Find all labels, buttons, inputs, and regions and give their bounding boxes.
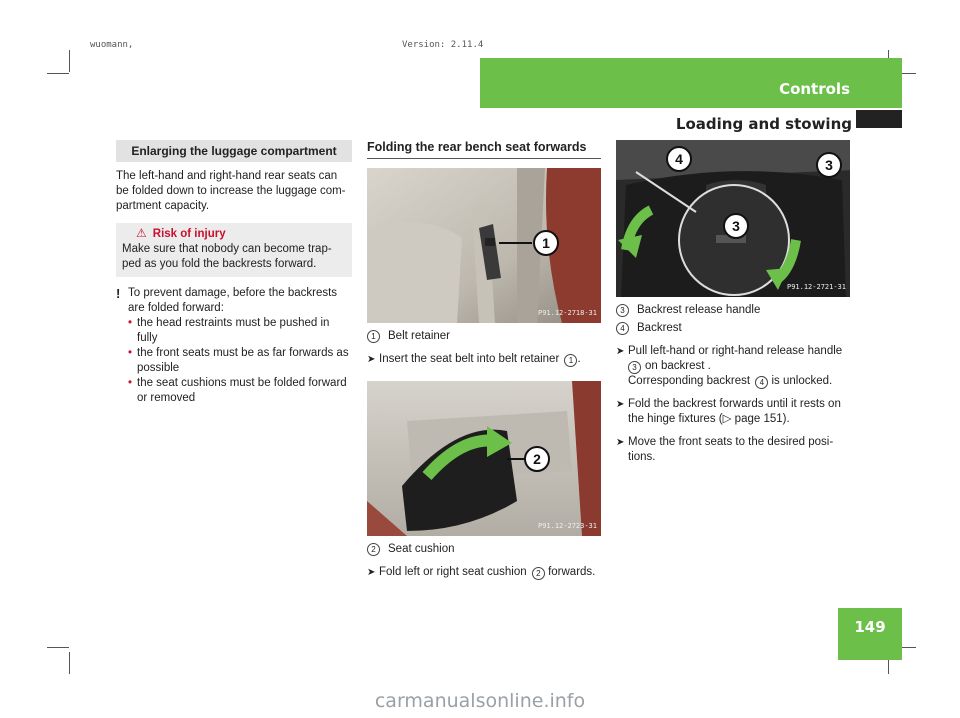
legend-label: Seat cushion xyxy=(388,543,455,555)
ref-number: 4 xyxy=(755,376,768,389)
seat-cushion-photo xyxy=(367,381,601,536)
crop-mark xyxy=(47,647,69,648)
column-left xyxy=(116,140,352,406)
instruction-text: is unlocked. xyxy=(771,375,833,387)
section-heading: Folding the rear bench seat forwards xyxy=(367,140,601,159)
column-right xyxy=(616,140,852,465)
belt-retainer-photo xyxy=(367,168,601,323)
step-arrow-icon: ➤ xyxy=(616,437,625,448)
callout-1: 1 xyxy=(533,230,559,256)
instruction xyxy=(616,435,852,465)
instruction xyxy=(616,344,852,389)
instruction-text: . xyxy=(577,353,581,365)
crop-mark xyxy=(69,50,70,72)
legend-number: 3 xyxy=(616,304,629,317)
list-item: • the head restraints must be pushed in fully xyxy=(128,316,352,346)
list-item-text: the seat cushions must be folded forward or removed xyxy=(137,377,347,404)
instruction xyxy=(367,352,601,367)
callout-2: 2 xyxy=(524,446,550,472)
list-item-text: the head restraints must be pushed in fully xyxy=(137,317,330,344)
warning-triangle-icon: ⚠ xyxy=(136,226,147,240)
instruction-text: Fold the backrest forwards until it rests on the hinge fixtures ( xyxy=(628,398,841,425)
callout-3: 3 xyxy=(723,213,749,239)
legend-item xyxy=(367,329,601,344)
watermark: carmanualsonline.info xyxy=(374,690,586,712)
callout-4: 4 xyxy=(666,146,692,172)
section-title: Controls xyxy=(779,80,850,98)
column-middle xyxy=(367,140,601,580)
header-left-text: wuomann, xyxy=(90,40,134,50)
page-number-box xyxy=(838,608,902,660)
instruction-text: Insert the seat belt into belt retainer xyxy=(379,353,560,365)
instruction-text: Pull left-hand or right-hand release handle xyxy=(628,345,843,357)
instruction xyxy=(616,397,852,427)
warning-text: Make sure that nobody can become trap-ped as you fold the backrests forward. xyxy=(122,243,332,270)
legend-label: Belt retainer xyxy=(388,330,451,342)
step-arrow-icon: ➤ xyxy=(616,399,625,410)
ref-number: 2 xyxy=(532,567,545,580)
instruction-text: Fold left or right seat cushion xyxy=(379,566,527,578)
section-bar xyxy=(480,58,902,108)
ref-number: 3 xyxy=(628,361,641,374)
list-item: • the front seats must be as far forwards as possible xyxy=(128,346,352,376)
callout-3: 3 xyxy=(816,152,842,178)
instruction-text: Move the front seats to the desired posi-tions. xyxy=(628,436,834,463)
header-right-text: Version: 2.11.4 xyxy=(402,40,484,50)
legend-number: 2 xyxy=(367,543,380,556)
page-number: 149 xyxy=(854,618,886,636)
instruction-text: forwards. xyxy=(548,566,596,578)
exclamation-icon: ! xyxy=(116,286,121,301)
step-arrow-icon: ➤ xyxy=(367,354,376,365)
photo-id: P91.12-2721-31 xyxy=(786,283,846,291)
legend-label: Backrest xyxy=(637,322,682,334)
warning-title: Risk of injury xyxy=(152,228,226,240)
page-reference[interactable]: page 151). xyxy=(734,413,790,425)
crop-mark xyxy=(47,73,69,74)
section-heading: Enlarging the luggage compartment xyxy=(116,140,352,162)
page-ref-arrow-icon: ▷ xyxy=(722,413,732,425)
instruction xyxy=(367,565,601,580)
legend-number: 4 xyxy=(616,322,629,335)
photo-id: P91.12-2718-31 xyxy=(537,309,597,317)
ref-number: 1 xyxy=(564,354,577,367)
legend-label: Backrest release handle xyxy=(637,304,761,316)
legend-number: 1 xyxy=(367,330,380,343)
step-arrow-icon: ➤ xyxy=(616,346,625,357)
crop-mark xyxy=(69,652,70,674)
notice-text: To prevent damage, before the backrests are folded forward: xyxy=(128,287,338,314)
photo-id: P91.12-2723-31 xyxy=(537,522,597,530)
list-item: • the seat cushions must be folded forward or removed xyxy=(128,376,352,406)
backrest-photo xyxy=(616,140,850,297)
instruction-text: on backrest . xyxy=(645,360,711,372)
legend-item xyxy=(616,321,852,336)
chapter-tab xyxy=(856,110,902,128)
legend-item xyxy=(367,542,601,557)
step-arrow-icon: ➤ xyxy=(367,567,376,578)
intro-paragraph: The left-hand and right-hand rear seats can be folded down to increase the luggage com-partment capacity. xyxy=(116,170,346,212)
legend-item xyxy=(616,303,852,318)
chapter-title: Loading and stowing xyxy=(675,115,852,133)
notice-block xyxy=(116,286,352,406)
list-item-text: the front seats must be as far forwards as possible xyxy=(137,347,349,374)
warning-box xyxy=(116,223,352,277)
instruction-text: Corresponding backrest xyxy=(628,375,751,387)
